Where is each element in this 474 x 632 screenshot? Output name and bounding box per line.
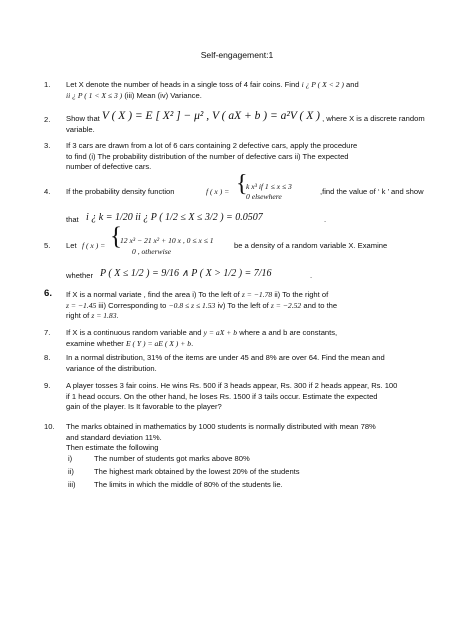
question-number: 8. [44,353,51,362]
q6-z1: z = −1.78 [241,290,273,299]
q1-math-i: i ¿ P ( X < 2 ) [301,80,344,89]
q4-text-1: If the probability density function [66,187,175,196]
q5-case-2: 0 , otherwise [132,247,172,256]
q5-let: Let [66,241,77,250]
q1-and: and [346,80,359,89]
q9-line-3: gain of the player. Is It favorable to the player? [66,402,222,412]
q9-line-2: if 1 head occurs. On the other hand, he loses Rs. 1500 if 3 tails occur. Estimate the expected [66,391,378,401]
list-item-numeral: i) [68,454,73,463]
q4-formula: i ¿ k = 1/20 ii ¿ P ( 1/2 ≤ X ≤ 3/2 ) = 0.0507 [86,212,263,223]
list-item-text: The highest mark obtained by the lowest 20% of the students [94,467,300,476]
list-item-numeral: iii) [68,480,76,489]
question-8 [44,353,412,374]
q6-line-2 [66,301,412,312]
q6-text-1b: ii) To the right of [274,290,329,299]
q4-fx: f ( x ) = [206,187,230,196]
question-9 [44,381,412,413]
question-number: 6. [44,288,53,299]
q6-text-3a: right of [66,311,90,321]
q7-end: . [191,338,194,348]
list-item-text: The limits in which the middle of 80% of the students lie. [94,480,283,489]
q7-text-1b: where a and b are constants, [239,328,338,337]
q6-line-3 [66,311,412,322]
q10-line-2: and standard deviation 11%. [66,432,162,442]
question-1 [44,80,412,101]
q2-line-1 [66,110,425,125]
q10-line-3: Then estimate the following [66,443,159,453]
question-2 [44,110,425,136]
q4-case-2: 0 elsewhere [246,192,282,201]
q1-text: Let X denote the number of heads in a single toss of 4 fair coins. Find [66,80,300,89]
q3-line-3: number of defective cars. [66,162,152,172]
q6-text-2b: iv) To the left of [217,300,269,310]
q7-text-2a: examine whether [66,338,124,348]
question-number: 5. [44,241,51,250]
q7-formula-2: E ( Y ) = aE ( X ) + b [125,338,192,348]
q6-text-2a: iii) Corresponding to [98,300,167,310]
question-number: 10. [44,422,55,431]
q7-formula-1: y = aX + b [203,328,238,337]
q5-formula: P ( X ≤ 1/2 ) = 9/16 ∧ P ( X > 1/2 ) = 7/16 [100,268,272,279]
q7-line-1 [66,328,412,339]
q6-text-2c: and to the [303,300,338,310]
question-number: 3. [44,141,51,150]
q5-case-1: 12 x³ − 21 x² + 10 x , 0 ≤ x ≤ 1 [120,236,214,245]
q1-line-2 [66,91,412,102]
q4-case-1: k x³ if 1 ≤ x ≤ 3 [246,182,292,191]
q6-z3: −0.8 ≤ z ≤ 1.53 [168,300,216,310]
list-item-text: The number of students got marks above 80% [94,454,250,463]
q2-show: Show that [66,114,100,123]
q5-text-1: be a density of a random variable X. Examine [234,241,388,250]
q3-line-2: to find (i) The probability distribution of the number of defective cars ii) The expected [66,151,349,161]
q3-line-1: If 3 cars are drawn from a lot of 6 cars containing 2 defective cars, apply the procedure [66,141,358,150]
q1-line-1 [66,80,412,91]
q1-text-2: (iii) Mean (iv) Variance. [124,90,202,100]
q8-line-2: variance of the distribution. [66,363,157,373]
question-number: 9. [44,381,51,390]
q4-end: . [324,215,327,224]
q6-z5: z = 1.83 [91,311,117,321]
q6-end: . [116,311,119,321]
question-7 [44,328,412,349]
q5-brace: { [110,223,122,250]
q6-text-1a: If X is a normal variate , find the area i) To the left of [66,290,240,299]
q5-fx: f ( x ) = [82,241,106,250]
q4-text-2: ,find the value of ‘ k ’ and show [320,187,424,196]
q1-math-ii: ii ¿ P ( 1 < X ≤ 3 ) [66,90,123,100]
question-number: 2. [44,115,51,124]
q2-line-2: variable. [66,125,95,134]
q4-brace: { [236,171,248,197]
q7-text-1a: If X is a continuous random variable and [66,328,202,337]
question-number: 4. [44,187,51,196]
q2-rest: , where X is a discrete random [322,114,425,123]
page-title: Self-engagement:1 [200,50,274,60]
q2-formula: V ( X ) = E [ X² ] − μ² , V ( aX + b ) = a²V ( X ) [101,110,320,122]
q6-line-1 [66,290,412,301]
question-3 [44,141,412,173]
q6-z2: z = −1.45 [66,300,97,310]
question-5 [44,223,412,292]
q8-line-1: In a normal distribution, 31% of the items are under 45 and 8% are over 64. Find the mean and [66,353,385,362]
q10-line-1: The marks obtained in mathematics by 1000 students is normally distributed with mean 78% [66,422,376,431]
q7-line-2 [66,339,412,350]
question-number: 7. [44,328,51,337]
question-10 [44,422,412,454]
list-item-numeral: ii) [68,467,74,476]
question-6 [44,288,412,322]
q5-end: . [310,271,313,280]
question-number: 1. [44,80,51,89]
q5-whether: whether [66,271,94,280]
q9-line-1: A player tosses 3 fair coins. He wins Rs. 500 if 3 heads appear, Rs. 300 if 2 heads appear, Rs. 100 [66,381,398,390]
q6-z4: z = −2.52 [270,300,302,310]
q4-that: that [66,215,79,224]
